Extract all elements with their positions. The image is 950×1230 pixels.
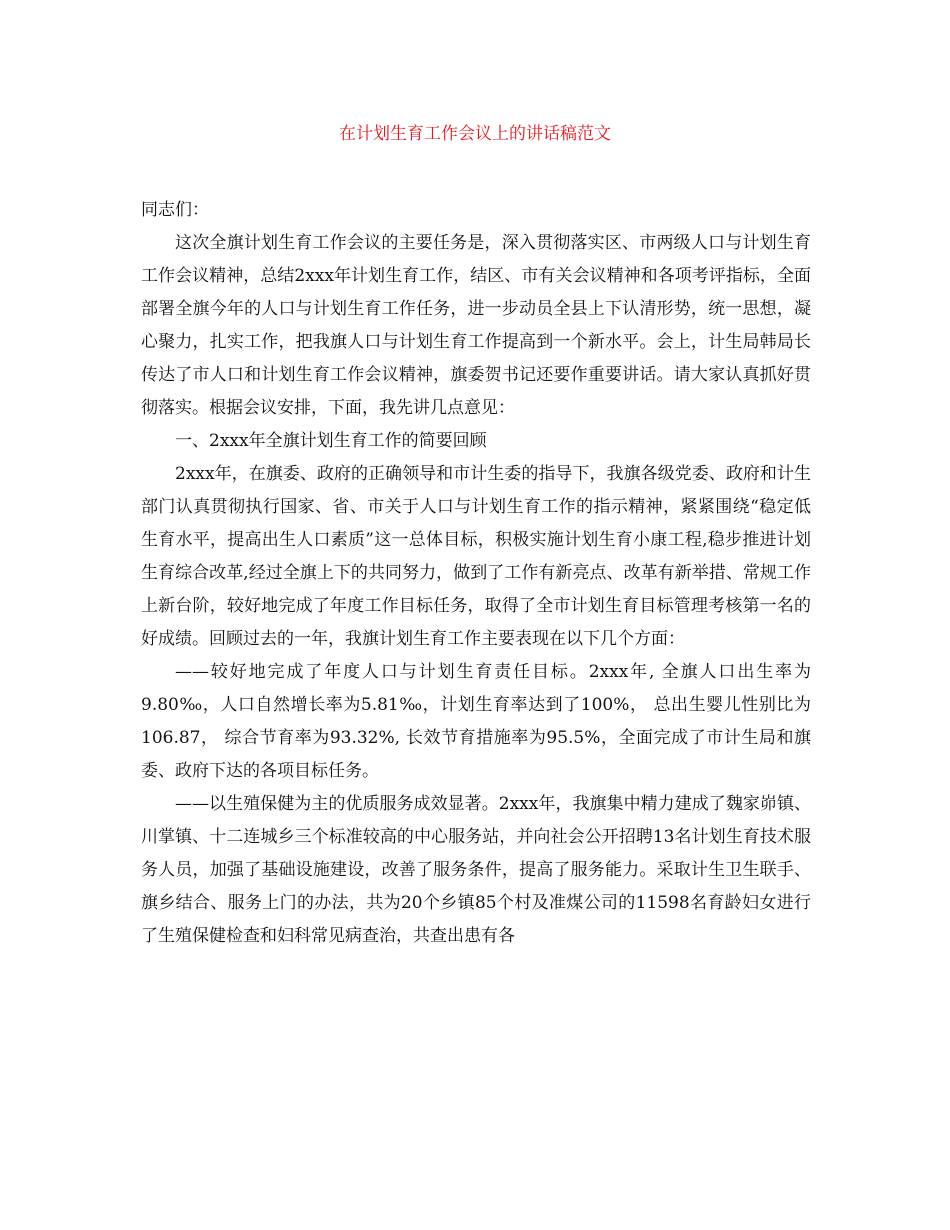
- paragraph-review: 2xxx年，在旗委、政府的正确领导和市计生委的指导下，我旗各级党委、政府和计生部门认真贯彻执行国家、省、市关于人口与计划生育工作的指示精神，紧紧围绕“稳定低生育水平，提高出生人口素质”这一总体目标，积极实施计划生育小康工程,稳步推进计划生育综合改革,经过全旗上下的共同努力，做到了工作有新亮点、改革有新举措、常规工作上新台阶，较好地完成了年度工作目标任务，取得了全市计划生育目标管理考核第一名的好成绩。回顾过去的一年，我旗计划生育工作主要表现在以下几个方面：: [141, 464, 811, 649]
- paragraph-services: ——以生殖保健为主的优质服务成效显著。2xxx年，我旗集中精力建成了魏家峁镇、川掌镇、十二连城乡三个标准较高的中心服务站，并向社会公开招聘13名计划生育技术服务人员，加强了基础设施建设，改善了服务条件，提高了服务能力。采取计生卫生联手、旗乡结合、服务上门的办法，共为20个乡镇85个村及准煤公司的11598名育龄妇女进行了生殖保健检查和妇科常见病查治，共查出患有各: [141, 794, 811, 946]
- paragraph-targets: ——较好地完成了年度人口与计划生育责任目标。2xxx年, 全旗人口出生率为9.80‰，人口自然增长率为5.81‰，计划生育率达到了100%， 总出生婴儿性别比为106.87， 综合节育率为93.32%, 长效节育措施率为95.5%，全面完成了市计生局和旗委、政府下达的各项目标任务。: [141, 662, 811, 781]
- salutation: 同志们：: [141, 200, 209, 220]
- document-body: [141, 194, 811, 953]
- document-title: 在计划生育工作会议上的讲话稿范文: [339, 124, 611, 144]
- section-heading: 一、2xxx年全旗计划生育工作的简要回顾: [175, 431, 487, 451]
- paragraph-intro: 这次全旗计划生育工作会议的主要任务是，深入贯彻落实区、市两级人口与计划生育工作会议精神，总结2xxx年计划生育工作，结区、市有关会议精神和各项考评指标，全面部署全旗今年的人口与计划生育工作任务，进一步动员全县上下认清形势，统一思想，凝心聚力，扎实工作，把我旗人口与计划生育工作提高到一个新水平。会上，计生局韩局长传达了市人口和计划生育工作会议精神，旗委贺书记还要作重要讲话。请大家认真抓好贯彻落实。根据会议安排，下面，我先讲几点意见：: [141, 233, 811, 418]
